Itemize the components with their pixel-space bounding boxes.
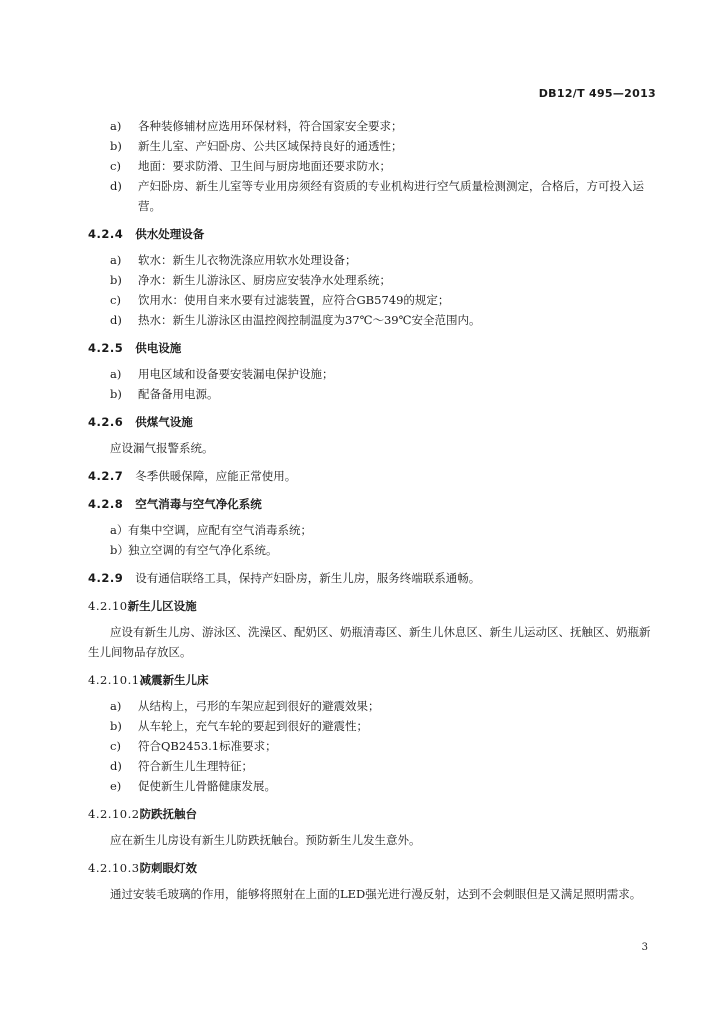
list-4-2-10-1 — [88, 696, 656, 796]
list-4-2-5 — [88, 364, 656, 404]
document-body — [88, 116, 656, 904]
paragraph-4-2-6: 应设漏气报警系统。 — [110, 441, 214, 455]
list-item: d) 热水：新生儿游泳区由温控阀控制温度为37℃～39℃安全范围内。 — [110, 313, 481, 327]
list-item: c) 地面：要求防滑、卫生间与厨房地面还要求防水； — [110, 159, 391, 173]
section-heading-4-2-4: 4.2.4 供水处理设备 — [88, 227, 205, 241]
list-item: b) 净水：新生儿游泳区、厨房应安装净水处理系统； — [110, 273, 391, 287]
paragraph-4-2-10-2: 应在新生儿房设有新生儿防跌抚触台。预防新生儿发生意外。 — [110, 833, 421, 847]
paragraph-4-2-10: 应设有新生儿房、游泳区、洗澡区、配奶区、奶瓶清毒区、新生儿休息区、新生儿运动区、抚触区、奶瓶新生儿间物品存放区。 — [88, 625, 651, 659]
list-item: b) 配备备用电源。 — [110, 387, 219, 401]
list-item: b) 新生儿室、产妇卧房、公共区域保持良好的通透性； — [110, 139, 403, 153]
section-heading-4-2-9: 4.2.9 设有通信联络工具，保持产妇卧房，新生儿房，服务终端联系通畅。 — [88, 571, 481, 585]
section-heading-4-2-10: 4.2.10新生儿区设施 — [88, 599, 197, 613]
section-heading-4-2-6: 4.2.6 供煤气设施 — [88, 415, 193, 429]
list-item: c) 饮用水：使用自来水要有过滤装置，应符合GB5749的规定； — [110, 293, 450, 307]
section-heading-4-2-7: 4.2.7 冬季供暖保障，应能正常使用。 — [88, 469, 297, 483]
list-item: c) 符合QB2453.1标准要求； — [110, 739, 277, 753]
list-item: b） 独立空调的有空气净化系统。 — [110, 543, 278, 557]
page-number: 3 — [641, 942, 648, 953]
section-heading-4-2-5: 4.2.5 供电设施 — [88, 341, 182, 355]
list-4-2-3 — [88, 116, 656, 216]
list-item: a) 用电区域和设备要安装漏电保护设施； — [110, 367, 334, 381]
list-4-2-8 — [88, 520, 656, 560]
section-heading-4-2-10-1: 4.2.10.1减震新生儿床 — [88, 673, 209, 687]
section-heading-4-2-8: 4.2.8 空气消毒与空气净化系统 — [88, 497, 262, 511]
list-item: a） 有集中空调，应配有空气消毒系统； — [110, 523, 312, 537]
paragraph-4-2-10-3: 通过安装毛玻璃的作用，能够将照射在上面的LED强光进行漫反射，达到不会刺眼但是又满足照明需求。 — [110, 887, 642, 901]
list-4-2-4 — [88, 250, 656, 330]
list-item: a) 各种装修辅材应选用环保材料，符合国家安全要求； — [110, 119, 403, 133]
list-item: b) 从车轮上，充气车轮的要起到很好的避震性； — [110, 719, 368, 733]
list-item: e) 促使新生儿骨骼健康发展。 — [110, 779, 276, 793]
section-heading-4-2-10-2: 4.2.10.2防跌抚触台 — [88, 807, 198, 821]
list-item: d) 产妇卧房、新生儿室等专业用房须经有资质的专业机构进行空气质量检测测定，合格后，方可投入运营。 — [110, 179, 644, 213]
list-item: a) 软水：新生儿衣物洗涤应用软水处理设备； — [110, 253, 357, 267]
list-item: d) 符合新生儿生理特征； — [110, 759, 253, 773]
list-item: a) 从结构上，弓形的车架应起到很好的避震效果； — [110, 699, 380, 713]
section-heading-4-2-10-3: 4.2.10.3防刺眼灯效 — [88, 861, 198, 875]
standard-code: DB12/T 495—2013 — [538, 87, 656, 100]
